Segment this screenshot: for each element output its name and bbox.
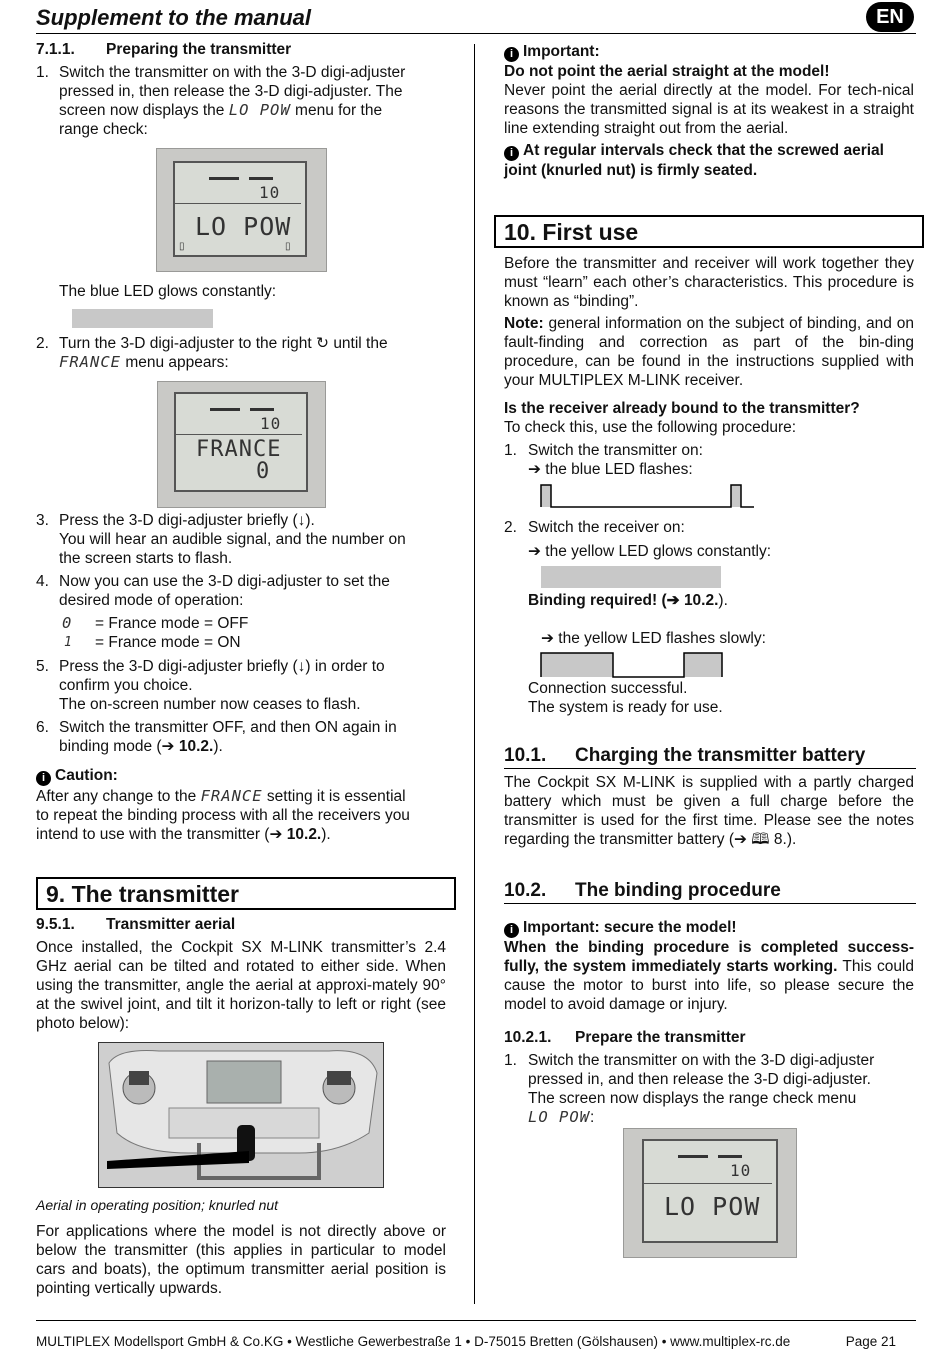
section-10-2-number: 10.2. bbox=[504, 880, 547, 901]
binding-required-text: Binding required! (➔ bbox=[528, 592, 684, 609]
mode-on-symbol: 1 bbox=[64, 635, 73, 650]
step-5 bbox=[36, 657, 456, 714]
section-10-1-title: Charging the transmitter battery bbox=[575, 745, 866, 766]
note-label: Note: bbox=[504, 315, 544, 332]
info-icon: i bbox=[504, 47, 519, 62]
cross-reference: 10.2. bbox=[178, 738, 214, 755]
lcd-screen bbox=[174, 392, 308, 492]
section-10-1-number: 10.1. bbox=[504, 745, 547, 766]
right-step-1-number: 1. bbox=[504, 442, 517, 459]
lcd-text-france: FRANCE bbox=[200, 787, 263, 805]
blue-led-flash-pulse bbox=[540, 484, 756, 508]
important-paragraph: Never point the aerial directly at the model. For tech-nical reasons the transmitted signal is at its weakest in a straight line extending straight out from the aerial. bbox=[504, 82, 914, 137]
caution-text: setting it is essential bbox=[266, 788, 406, 805]
info-icon: i bbox=[504, 923, 519, 938]
section-10-2-1-number: 10.2.1. bbox=[504, 1029, 552, 1046]
step-number: 6. bbox=[36, 719, 49, 736]
section-10-2-title: The binding procedure bbox=[575, 880, 781, 901]
step-3 bbox=[36, 511, 456, 568]
step-1-text: screen now displays the bbox=[59, 102, 225, 119]
binding-warning-paragraph bbox=[504, 938, 914, 1014]
step-6-line: Switch the transmitter OFF, and then ON again in bbox=[59, 719, 397, 736]
photo-caption: Aerial in operating position; knurled nut bbox=[36, 1197, 279, 1213]
language-badge: EN bbox=[866, 2, 914, 32]
yellow-led-glows-text: ➔ the yellow LED glows constantly: bbox=[528, 543, 772, 560]
binding-warning-bold: When the binding procedure is completed success-fully, the system immediately starts working. bbox=[504, 939, 914, 975]
section-rule bbox=[504, 903, 916, 904]
caution-title: Caution: bbox=[55, 767, 118, 784]
step-2-text: menu appears: bbox=[125, 354, 229, 371]
column-divider bbox=[474, 44, 475, 1304]
lcd-main-text: LO POW bbox=[195, 212, 292, 241]
step-number: 1. bbox=[504, 1052, 517, 1069]
lcd-top-value: 10 bbox=[730, 1161, 752, 1180]
info-icon: i bbox=[36, 771, 51, 786]
bound-question: Is the receiver already bound to the transmitter? bbox=[504, 400, 860, 417]
lcd-screen: 10 LO POW ▯ ▯ bbox=[173, 161, 307, 257]
step-1 bbox=[36, 63, 456, 139]
step-4-line: Now you can use the 3-D digi-adjuster to set the bbox=[59, 573, 390, 590]
step-6-text: binding mode (➔ bbox=[59, 738, 179, 755]
step-4 bbox=[36, 572, 456, 610]
binding-required bbox=[528, 591, 728, 610]
aerial-paragraph: Once installed, the Cockpit SX M-LINK transmitter’s 2.4 GHz aerial can be tilted and rotated to either side. When using the transmitter, angle the aerial at approxi-mately 90° at the swivel joint, and tilt it horizon-tally to left or right (see photo below): bbox=[36, 939, 446, 1032]
section-rule bbox=[504, 768, 916, 769]
caution-text: ). bbox=[321, 826, 331, 843]
lcd-top-value: 10 bbox=[259, 183, 281, 202]
lcd-display-image bbox=[157, 381, 326, 508]
cross-reference: 10.2. bbox=[286, 826, 322, 843]
step-2-line: Turn the 3-D digi-adjuster to the right ↻ until the bbox=[59, 335, 388, 352]
transmitter-aerial-photo bbox=[98, 1042, 384, 1188]
prepare-step-line: Switch the transmitter on with the 3-D digi-adjuster bbox=[528, 1052, 875, 1069]
note-paragraph bbox=[504, 314, 914, 390]
step-3-line: Press the 3-D digi-adjuster briefly (↓). bbox=[59, 512, 315, 529]
lcd-screen bbox=[642, 1139, 778, 1243]
bound-check-text: To check this, use the following procedure: bbox=[504, 419, 797, 436]
important-secure-title: Important: secure the model! bbox=[523, 919, 737, 936]
lcd-display-image bbox=[623, 1128, 797, 1258]
section-10-2-1-title: Prepare the transmitter bbox=[575, 1029, 746, 1046]
page-header-title: Supplement to the manual bbox=[36, 5, 312, 30]
caution-text: After any change to the bbox=[36, 788, 197, 805]
first-use-paragraph: Before the transmitter and receiver will work together they must “learn” each other’s characteristics. This procedure is known as “binding”. bbox=[504, 255, 914, 310]
step-1-text: menu for the bbox=[295, 102, 383, 119]
section-7-1-1-title: Preparing the transmitter bbox=[106, 41, 292, 58]
blue-led-text: The blue LED glows constantly: bbox=[59, 283, 277, 300]
step-5-line: Press the 3-D digi-adjuster briefly (↓) in order to bbox=[59, 658, 385, 675]
step-number: 2. bbox=[36, 335, 49, 352]
step-number: 3. bbox=[36, 512, 49, 529]
step-4-line: desired mode of operation: bbox=[59, 592, 244, 609]
applications-paragraph: For applications where the model is not directly above or below the transmitter (this applies in particular to model cars and boats), the optimum transmitter aerial position is pointing vertically upwards. bbox=[36, 1223, 446, 1297]
important-secure-heading bbox=[504, 918, 737, 938]
transmitter-illustration bbox=[99, 1043, 383, 1187]
right-step-2-number: 2. bbox=[504, 519, 517, 536]
system-ready: The system is ready for use. bbox=[528, 699, 723, 716]
caution-text: intend to use with the transmitter (➔ bbox=[36, 826, 287, 843]
cross-reference: 10.2. bbox=[683, 592, 719, 609]
step-5-line: confirm you choice. bbox=[59, 677, 193, 694]
step-5-line: The on-screen number now ceases to flash. bbox=[59, 696, 361, 713]
step-1-line: pressed in, then release the 3-D digi-adjuster. The bbox=[59, 83, 403, 100]
lcd-value: 0 bbox=[256, 459, 271, 484]
mode-off-symbol: 0 bbox=[62, 614, 73, 632]
mode-on-text: = France mode = ON bbox=[95, 634, 241, 651]
step-3-line: the screen starts to flash. bbox=[59, 550, 233, 567]
section-9-5-1-number: 9.5.1. bbox=[36, 916, 75, 933]
prepare-step-line: The screen now displays the range check menu bbox=[528, 1090, 857, 1107]
caution-heading bbox=[36, 766, 118, 786]
yellow-led-slow-pulse bbox=[540, 652, 724, 678]
led-glow-indicator bbox=[72, 309, 213, 328]
prepare-step-1 bbox=[504, 1051, 916, 1127]
mode-off-text: = France mode = OFF bbox=[95, 615, 249, 632]
section-10-heading: 10. First use bbox=[494, 215, 924, 248]
note-text: general information on the subject of binding, and on fault-finding and correction as part of the bin-ding procedure, can be found in the instructions supplied with your MULTIPLEX M-LINK receiver. bbox=[504, 315, 914, 389]
footer-rule bbox=[36, 1320, 916, 1321]
section-9-5-1-title: Transmitter aerial bbox=[106, 916, 236, 933]
page-number: Page 21 bbox=[845, 1334, 896, 1349]
lcd-main-text: LO POW bbox=[664, 1192, 761, 1221]
yellow-led-glow-indicator bbox=[541, 566, 721, 588]
lcd-top-value: 10 bbox=[260, 414, 282, 433]
step-number: 4. bbox=[36, 573, 49, 590]
section-7-1-1-number: 7.1.1. bbox=[36, 41, 75, 58]
step-6 bbox=[36, 718, 456, 756]
lcd-display-image bbox=[156, 148, 327, 272]
caution-body bbox=[36, 787, 456, 844]
lcd-text-lo-pow: LO POW bbox=[528, 1108, 590, 1126]
aerial-joint-text: At regular intervals check that the screwed aerial joint (knurled nut) is firmly seated. bbox=[504, 142, 884, 179]
lcd-text-france: FRANCE bbox=[59, 353, 121, 371]
step-number: 1. bbox=[36, 64, 49, 81]
step-2 bbox=[36, 334, 456, 372]
colon: : bbox=[590, 1109, 595, 1126]
right-step-2-text: Switch the receiver on: bbox=[528, 519, 685, 536]
lcd-text-lo-pow: LO POW bbox=[228, 101, 291, 119]
important-heading bbox=[504, 42, 600, 62]
caution-line: to repeat the binding process with all the receivers you bbox=[36, 807, 410, 824]
prepare-step-line: pressed in, and then release the 3-D digi-adjuster. bbox=[528, 1071, 871, 1088]
step-6-text: ). bbox=[213, 738, 223, 755]
connection-successful: Connection successful. bbox=[528, 680, 688, 697]
right-step-1-text: Switch the transmitter on: bbox=[528, 442, 703, 459]
charging-paragraph: The Cockpit SX M-LINK is supplied with a partly charged battery which must be given a full charge before the transmitter is used for the first time. Please see the notes regarding the transmitter battery (➔ 🕮 8.). bbox=[504, 774, 914, 848]
lcd-main-text: FRANCE bbox=[196, 437, 282, 462]
step-1-line: Switch the transmitter on with the 3-D digi-adjuster bbox=[59, 64, 406, 81]
yellow-led-slow-text: ➔ the yellow LED flashes slowly: bbox=[541, 630, 766, 647]
info-icon: i bbox=[504, 146, 519, 161]
blue-led-flashes-text: ➔ the blue LED flashes: bbox=[528, 461, 693, 478]
aerial-joint-check bbox=[504, 141, 916, 180]
header-rule bbox=[36, 33, 916, 34]
binding-required-text: ). bbox=[718, 592, 728, 609]
page-footer bbox=[36, 1332, 896, 1351]
important-warning: Do not point the aerial straight at the model! bbox=[504, 63, 830, 80]
step-number: 5. bbox=[36, 658, 49, 675]
binding-warning-text: This could cause the motor to burst into life, so please secure the model to avoid damage or injury. bbox=[504, 958, 914, 1013]
section-9-heading: 9. The transmitter bbox=[36, 877, 456, 910]
important-title: Important: bbox=[523, 43, 600, 60]
footer-address: MULTIPLEX Modellsport GmbH & Co.KG • Westliche Gewerbestraße 1 • D-75015 Bretten (Gölshausen) • www.multiplex-rc.de bbox=[36, 1334, 791, 1349]
step-3-line: You will hear an audible signal, and the number on bbox=[59, 531, 406, 548]
step-1-line: range check: bbox=[59, 121, 148, 138]
